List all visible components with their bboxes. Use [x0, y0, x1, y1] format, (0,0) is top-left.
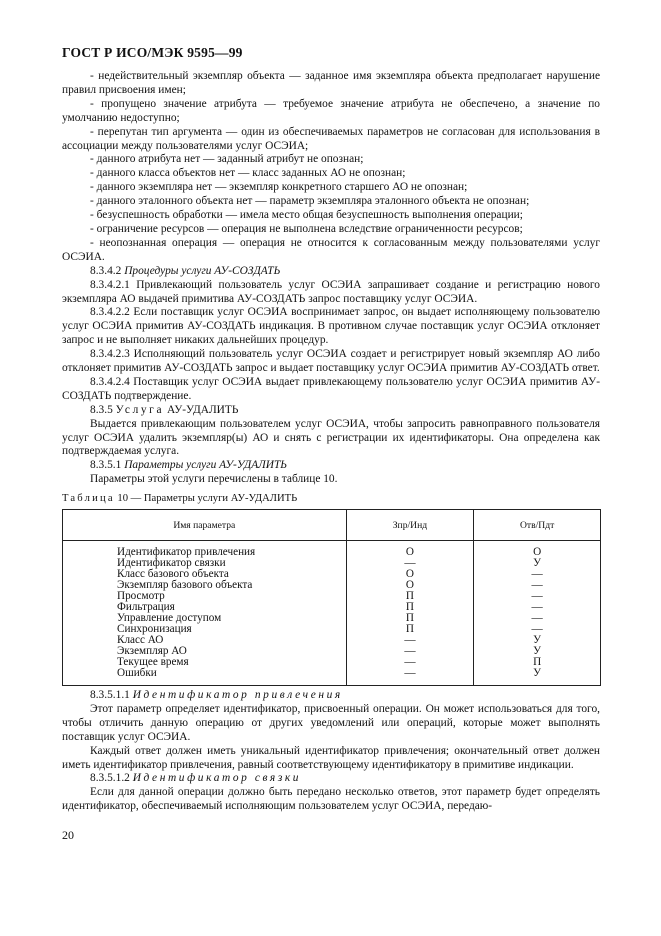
- list-item: - ограничение ресурсов — операция не выполнена вследствие ограниченности ресурсов;: [90, 222, 523, 235]
- response-cell: У: [474, 646, 601, 657]
- lower-text: [62, 689, 600, 814]
- list-item: - безуспешность обработки — имела место общая безуспешность выполнения операции;: [90, 209, 523, 222]
- response-cell: —: [474, 591, 601, 602]
- request-cell: П: [346, 613, 474, 624]
- table-caption: [62, 493, 297, 504]
- parameter-name-cell: Идентификатор привлечения: [63, 541, 347, 559]
- paragraph-8-3-4-2-4: 8.3.4.2.4 Поставщик услуг ОСЭИА выдает привлекающему пользователю услуг ОСЭИА примитив АУ-СОЗДАТЬ подтверждение.: [62, 375, 600, 402]
- main-text: [62, 70, 600, 487]
- response-cell: —: [474, 602, 601, 613]
- list-item: - перепутан тип аргумента — один из обеспечиваемых параметров не согласован для использования в ассоциации между пользователями услуг ОСЭИА;: [62, 125, 600, 152]
- paragraph-8-3-4-2-1: 8.3.4.2.1 Привлекающий пользователь услуг ОСЭИА запрашивает создание и регистрацию нового экземпляра АО выдачей примитива АУ-СОЗДАТЬ запрос поставщику услуг ОСЭИА.: [62, 278, 600, 305]
- request-cell: —: [346, 558, 474, 569]
- parameter-name-cell: Текущее время: [63, 657, 347, 668]
- section-heading-8-3-5-1: [62, 459, 600, 473]
- table-row: [63, 668, 601, 686]
- request-cell: —: [346, 657, 474, 668]
- section-number: 8.3.5.1.2: [90, 772, 130, 785]
- response-cell: —: [474, 624, 601, 635]
- paragraph-8-3-4-2-2: 8.3.4.2.2 Если поставщик услуг ОСЭИА воспринимает запрос, он выдает исполняющему пользователю услуг ОСЭИА примитив АУ-СОЗДАТЬ индикация. В противном случае поставщик услуг ОСЭИА отклоняет запрос и не выполняет никаких дальнейших процедур.: [62, 306, 600, 347]
- paragraph-invoke-id-2: Каждый ответ должен иметь уникальный идентификатор привлечения; окончательный ответ должен иметь идентификатор привлечения, равный соответствующему идентификатору в примитиве индикации.: [62, 744, 600, 771]
- response-cell: —: [474, 580, 601, 591]
- section-label: Услуга: [115, 403, 165, 416]
- table-caption-label: Таблица: [62, 493, 115, 504]
- error-list: [62, 70, 600, 265]
- list-item: - данного атрибута нет — заданный атрибут не опознан;: [90, 153, 364, 166]
- list-item: - недействительный экземпляр объекта — заданное имя экземпляра объекта предполагает нарушение правил присвоения имен;: [62, 70, 600, 96]
- request-cell: О: [346, 569, 474, 580]
- response-cell: У: [474, 558, 601, 569]
- parameter-name-cell: Экземпляр базового объекта: [63, 580, 347, 591]
- column-header-request-indication: Зпр/Инд: [346, 510, 474, 541]
- paragraph-8-3-4-2-3: 8.3.4.2.3 Исполняющий пользователь услуг ОСЭИА создает и регистрирует новый экземпляр АО либо отклоняет примитив АУ-СОЗДАТЬ запрос и выдает поставщику услуг ОСЭИА примитив АУ-СОЗДАТЬ ответ.: [62, 348, 600, 375]
- section-heading-8-3-5-1-1: [62, 689, 600, 703]
- section-title: Идентификатор привлечения: [132, 689, 343, 701]
- section-heading-8-3-4-2: [62, 265, 600, 279]
- paragraph-linked-id: Если для данной операции должно быть передано несколько ответов, этот параметр будет определять идентификатор, обеспечиваемый исполняющим пользователем услуг ОСЭИА, передаю-: [62, 786, 600, 813]
- request-cell: —: [346, 635, 474, 646]
- section-title: Процедуры услуги АУ-СОЗДАТЬ: [124, 264, 281, 277]
- parameter-name-cell: Управление доступом: [63, 613, 347, 624]
- parameter-name-cell: Ошибки: [63, 668, 347, 686]
- table-header-row: [63, 510, 601, 541]
- service-name: АУ-УДАЛИТЬ: [166, 403, 239, 416]
- response-cell: П: [474, 657, 601, 668]
- list-item: - данного экземпляра нет — экземпляр конкретного старшего АО не опознан;: [90, 181, 468, 194]
- section-number: 8.3.5.1: [90, 459, 122, 472]
- list-item: - данного эталонного объекта нет — параметр экземпляра эталонного объекта не опознан;: [90, 195, 530, 208]
- section-heading-8-3-5-1-2: [62, 772, 600, 786]
- section-number: 8.3.5.1.1: [90, 689, 130, 701]
- section-number: 8.3.4.2: [90, 264, 122, 277]
- document-header: ГОСТ Р ИСО/МЭК 9595—99: [62, 45, 243, 60]
- request-cell: О: [346, 541, 474, 559]
- request-cell: П: [346, 624, 474, 635]
- column-header-response-confirm: Отв/Пдт: [474, 510, 601, 541]
- page-number: 20: [62, 828, 74, 842]
- parameter-name-cell: Синхронизация: [63, 624, 347, 635]
- paragraph-invoke-id-1: Этот параметр определяет идентификатор, присвоенный операции. Он может использоваться для того, чтобы отличить данную операцию от других уведомлений или операций, которые может выполнять поставщик услуг ОСЭИА.: [62, 702, 600, 743]
- section-title: Идентификатор связки: [132, 772, 302, 785]
- list-item: - пропущено значение атрибута — требуемое значение атрибута не обеспечено, а значение по умолчанию недоступно;: [62, 97, 600, 124]
- section-number: 8.3.5: [90, 403, 113, 416]
- paragraph-table-ref: Параметры этой услуги перечислены в таблице 10.: [90, 473, 338, 486]
- column-header-parameter-name: Имя параметра: [63, 510, 347, 541]
- parameter-name-cell: Класс базового объекта: [63, 569, 347, 580]
- parameter-name-cell: Идентификатор связки: [63, 558, 347, 569]
- parameter-name-cell: Фильтрация: [63, 602, 347, 613]
- list-item: - неопознанная операция — операция не относится к согласованным между пользователями услуг ОСЭИА.: [62, 236, 600, 263]
- table-row: [63, 541, 601, 559]
- section-heading-8-3-5: [62, 404, 600, 418]
- response-cell: О: [474, 541, 601, 559]
- table-caption-text: 10 — Параметры услуги АУ-УДАЛИТЬ: [117, 493, 298, 504]
- request-cell: О: [346, 580, 474, 591]
- request-cell: —: [346, 646, 474, 657]
- response-cell: У: [474, 668, 601, 686]
- response-cell: —: [474, 569, 601, 580]
- paragraph-8-3-5: Выдается привлекающим пользователем услуг ОСЭИА, чтобы запросить равноправного пользователя услуг ОСЭИА удалить экземпляр(ы) АО и снять с регистрации их идентификаторы. Она определена как подтверждаемая услуга.: [62, 417, 600, 458]
- request-cell: П: [346, 591, 474, 602]
- parameters-table: [62, 509, 601, 686]
- response-cell: У: [474, 635, 601, 646]
- parameter-name-cell: Класс АО: [63, 635, 347, 646]
- request-cell: П: [346, 602, 474, 613]
- request-cell: —: [346, 668, 474, 686]
- parameter-name-cell: Экземпляр АО: [63, 646, 347, 657]
- parameter-name-cell: Просмотр: [63, 591, 347, 602]
- response-cell: —: [474, 613, 601, 624]
- section-title: Параметры услуги АУ-УДАЛИТЬ: [124, 459, 288, 472]
- list-item: - данного класса объектов нет — класс заданных АО не опознан;: [90, 167, 406, 180]
